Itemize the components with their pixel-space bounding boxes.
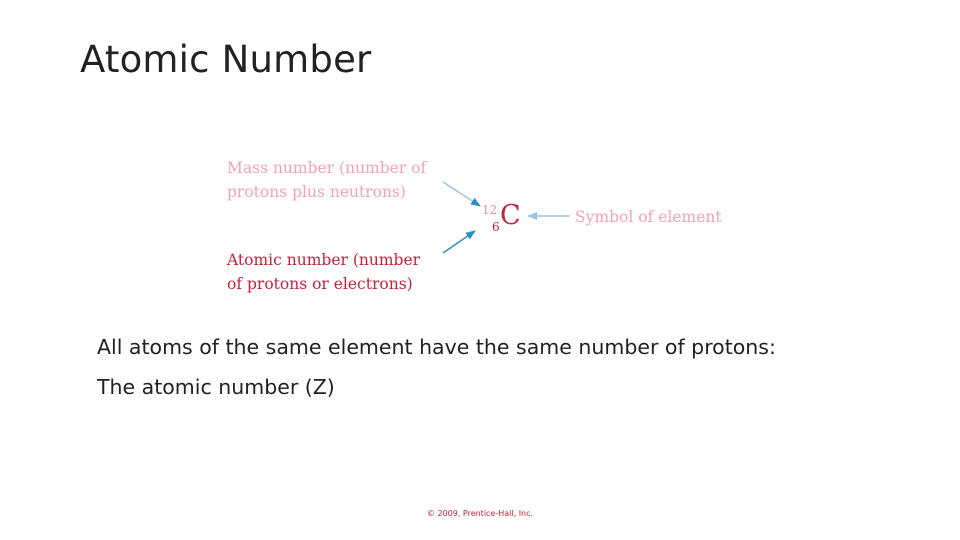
atomic-number-label xyxy=(227,248,420,296)
body-line-1: All atoms of the same element have the same number of protons: xyxy=(97,335,776,359)
atomic-number-label-line2: of protons or electrons) xyxy=(227,275,413,293)
mass-number-label xyxy=(227,156,426,204)
mass-number-arrow xyxy=(443,182,480,206)
atomic-number-label-line1: Atomic number (number xyxy=(227,251,421,269)
copyright-footer: © 2009, Prentice-Hall, Inc. xyxy=(426,509,534,518)
isotope-notation-figure xyxy=(210,148,770,308)
body-text xyxy=(97,327,776,407)
symbol-label: Symbol of element xyxy=(575,208,722,226)
isotope-mass-number: 12 xyxy=(482,203,498,217)
atomic-number-arrow xyxy=(443,231,475,253)
mass-number-label-line1: Mass number (number of xyxy=(227,159,427,177)
slide-title: Atomic Number xyxy=(80,38,372,81)
body-line-2: The atomic number (Z) xyxy=(97,375,335,399)
mass-number-label-line2: protons plus neutrons) xyxy=(227,183,406,201)
isotope-element-symbol: C xyxy=(500,200,521,231)
isotope-atomic-number: 6 xyxy=(492,220,500,234)
